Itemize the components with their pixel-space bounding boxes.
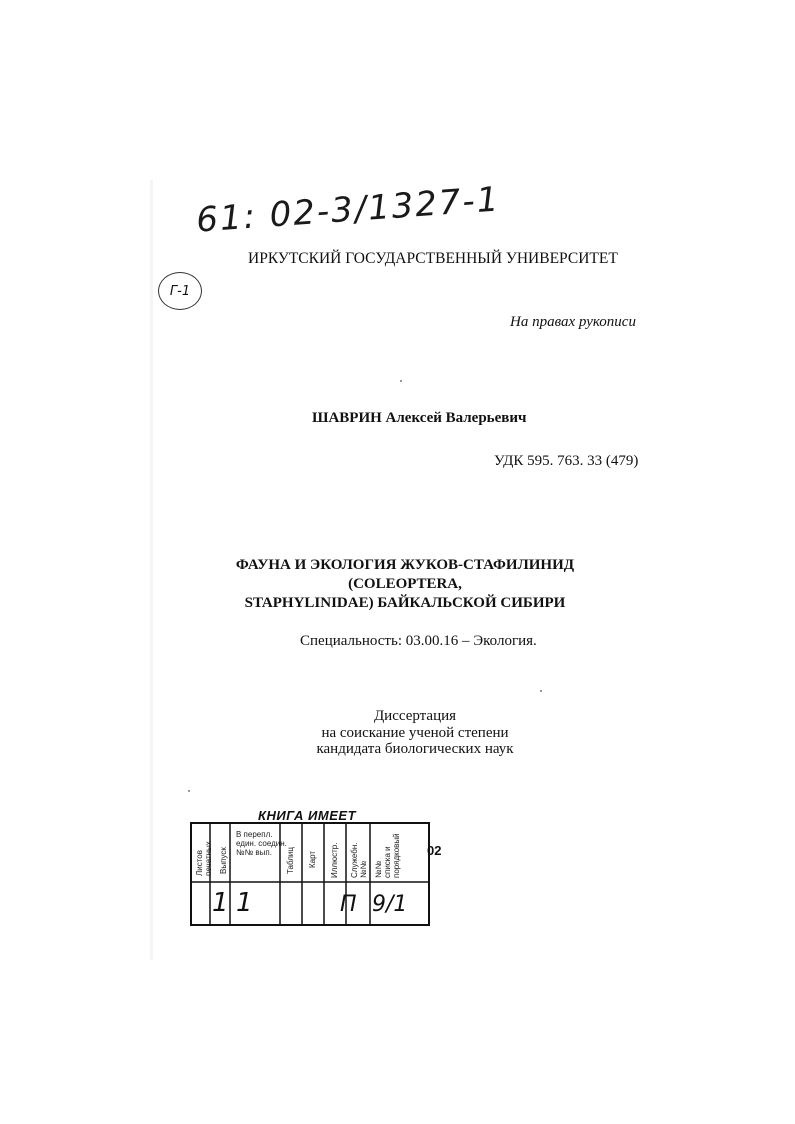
stamp-value-sheets: 1 [212,888,229,918]
degree-line-2: на соискание ученой степени [321,724,509,741]
degree-statement [260,708,570,758]
degree-line-3: кандидата биологических наук [316,741,514,757]
author-name: ШАВРИН Алексей Валерьевич [312,410,527,426]
stamp-col-tables: Таблиц [286,847,295,874]
stamp-col-bound: В перепл. един. соедин. №№ вып. [236,830,287,857]
stamp-col-list: №№ списка и порядковый [374,833,401,878]
manuscript-rights-note: На правах рукописи [510,314,636,330]
margin-circle-mark [158,272,202,310]
margin-mark-text: Г-1 [169,283,191,299]
scan-speck [188,790,190,792]
stamp-value-illustrations: П [340,892,357,917]
stamp-value-list: 9/1 [372,892,408,917]
specialty: Специальность: 03.00.16 – Экология. [300,633,537,649]
stamp-col-illustrations: Иллюстр. [330,842,339,878]
scan-speck [540,690,542,692]
archive-number-handwritten: 61: 02-3/1327-1 [194,179,502,241]
stamp-col-sheets: Листов печатных [195,841,213,876]
library-stamp [190,808,430,926]
stamp-col-maps: Карт [308,850,317,868]
title-line-2: STAPHYLINIDAE) БАЙКАЛЬСКОЙ СИБИРИ [244,595,566,611]
university-name: ИРКУТСКИЙ ГОСУДАРСТВЕННЫЙ УНИВЕРСИТЕТ [248,250,618,267]
stamp-col-issue: Выпуск [219,847,228,874]
degree-line-1: Диссертация [373,708,457,724]
udk-code: УДК 595. 763. 33 (479) [494,453,639,469]
stamp-col-service: Служебн. №№ [350,842,368,878]
scan-speck [400,380,402,382]
stamp-value-issue: 1 [236,888,253,918]
scan-shadow [150,180,153,960]
dissertation-title [180,556,630,613]
stamp-year-fragment: 02 [427,843,442,858]
title-line-1: ФАУНА И ЭКОЛОГИЯ ЖУКОВ-СТАФИЛИНИД (COLEOPTERA, [235,557,575,592]
stamp-title: КНИГА ИМЕЕТ [258,808,357,823]
